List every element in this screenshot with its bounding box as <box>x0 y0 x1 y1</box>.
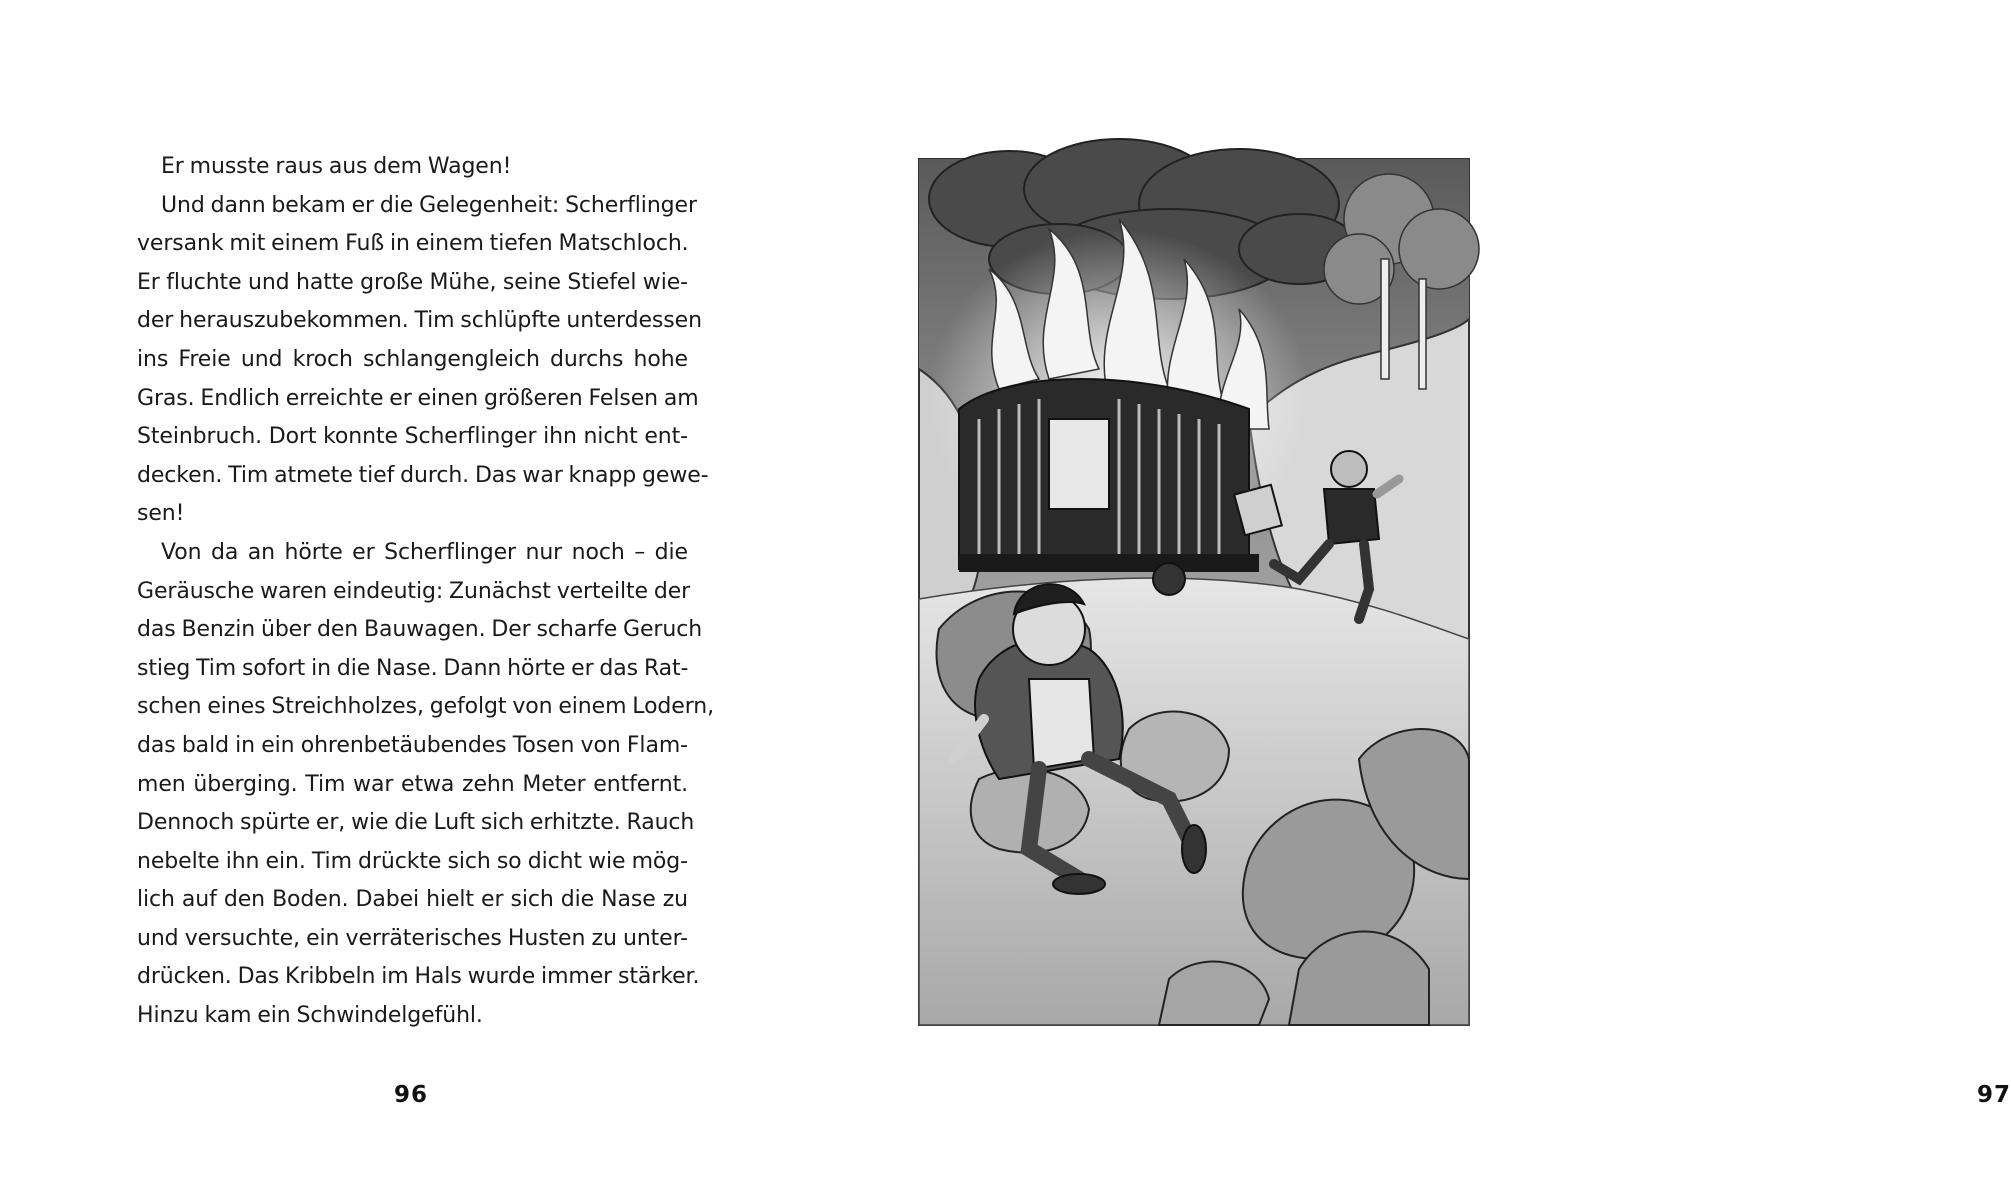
book-illustration-icon <box>918 158 1470 1026</box>
left-page <box>0 0 800 1182</box>
text-line: Hinzu kam ein Schwindelgefühl. <box>137 1003 483 1029</box>
text-line: Steinbruch. Dort konnte Scherflinger ihn nicht ent- <box>137 424 688 450</box>
text-line: Er musste raus aus dem Wagen! <box>161 154 512 179</box>
text-line: Gras. Endlich erreichte er einen größeren Felsen am <box>137 385 699 411</box>
text-line: und versuchte, ein verräterisches Husten zu unter- <box>137 925 688 951</box>
text-line: ins Freie und kroch schlangengleich durchs hohe <box>137 346 688 372</box>
text-line: Und dann bekam er die Gelegenheit: Scherflinger <box>161 192 697 218</box>
body-text <box>137 148 715 1036</box>
text-line: Er fluchte und hatte große Mühe, seine Stiefel wie- <box>137 269 688 295</box>
text-line: schen eines Streichholzes, gefolgt von einem Lodern, <box>137 694 715 720</box>
burning-trailer <box>959 379 1259 595</box>
text-line: sen! <box>137 501 185 527</box>
text-line: nebelte ihn ein. Tim drückte sich so dicht wie mög- <box>137 848 688 874</box>
text-line: men überging. Tim war etwa zehn Meter entfernt. <box>137 771 688 797</box>
text-line: decken. Tim atmete tief durch. Das war knapp gewe- <box>137 462 709 488</box>
text-line: der herauszubekommen. Tim schlüpfte unterdessen <box>137 308 702 334</box>
illustration-drawing <box>919 159 1469 1025</box>
text-line: stieg Tim sofort in die Nase. Dann hörte er das Rat- <box>137 655 689 681</box>
text-line: Geräusche waren eindeutig: Zunächst verteilte der <box>137 578 691 604</box>
text-line: Von da an hörte er Scherflinger nur noch – die <box>161 539 688 565</box>
page-number-left: 96 <box>394 1082 429 1108</box>
page-number-right: 97 <box>1977 1082 2011 1108</box>
text-line: versank mit einem Fuß in einem tiefen Matschloch. <box>137 231 689 257</box>
text-line: drücken. Das Kribbeln im Hals wurde immer stärker. <box>137 964 700 990</box>
text-line: lich auf den Boden. Dabei hielt er sich die Nase zu <box>137 887 688 913</box>
text-line: das Benzin über den Bauwagen. Der scharfe Geruch <box>137 617 703 643</box>
text-line: das bald in ein ohrenbetäubendes Tosen von Flam- <box>137 732 688 758</box>
text-line: Dennoch spürte er, wie die Luft sich erhitzte. Rauch <box>137 810 695 836</box>
